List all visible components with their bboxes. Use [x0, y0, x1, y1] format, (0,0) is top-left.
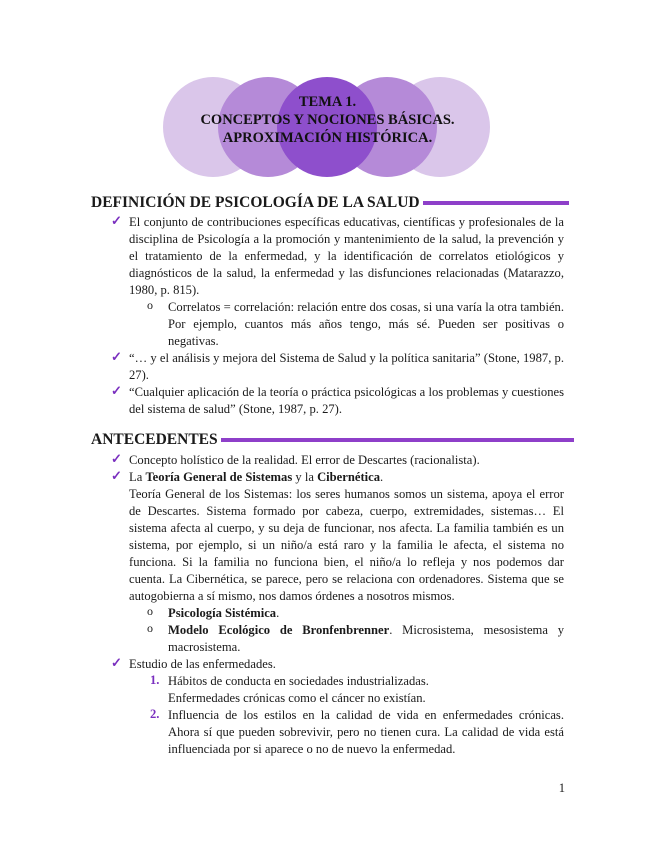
antecedentes-item-3: Estudio de las enfermedades. — [129, 657, 276, 671]
numbered-item-line: Hábitos de conducta en sociedades industrializadas. — [168, 674, 429, 688]
antecedentes-paragraph: Teoría General de los Sistemas: los seres humanos somos un sistema, apoya el error de Descartes. Sistema formado por cabeza, cuerpo, extremidades, sistemas… El sistema afecta al cuerpo, y su deja de funcionar, nos afecta. La familia también es un sistema, por ejemplo, si un niño/a está raro y la familia le afecta, el sistema no funciona. Si la familia no funciona bien, el niño/a lo refleja y nos podemos dar cuenta. La Cibernética, se parece, pero se relaciona con ordenadores. Sistema que se autogobierna a sí mismo, nos damos órdenes a nosotros mismos. — [129, 487, 564, 603]
numbered-item-1 — [168, 673, 564, 707]
header-decoration — [0, 0, 655, 180]
section-heading-antecedentes — [91, 431, 574, 449]
definition-item-3: “Cualquier aplicación de la teoría o práctica psicológicas a los problemas y cuestiones del sistema de salud” (Stone, 1987, p. 27). — [129, 385, 564, 416]
title-line-3: APROXIMACIÓN HISTÓRICA. — [222, 130, 433, 146]
number-label: 1. — [150, 673, 160, 687]
item-bold-text: Teoría General de Sistemas — [145, 470, 293, 484]
circle-bullet-icon: o — [147, 604, 153, 618]
check-icon: ✓ — [111, 213, 122, 228]
item-text: La — [129, 470, 146, 484]
item-text: . — [276, 606, 280, 620]
circle-bullet-icon: o — [147, 621, 153, 635]
definition-item-2: “… y el análisis y mejora del Sistema de Salud y la política sanitaria” (Stone, 1987, p. 27). — [129, 351, 564, 382]
title-line-1: TEMA 1. — [298, 94, 357, 110]
check-icon: ✓ — [111, 451, 122, 466]
antecedentes-item-2 — [129, 469, 564, 486]
definition-subitem-1: Correlatos = correlación: relación entre dos cosas, si una varía la otra también. Por ejemplo, cuantos más años tengo, más sé. Pueden ser positivas o negativas. — [168, 300, 564, 348]
item-text: . Microsistema, mesosistema y macrosistema. — [168, 623, 565, 654]
section-title: ANTECEDENTES — [91, 431, 218, 448]
numbered-item-2: Influencia de los estilos en la calidad de vida en enfermedades crónicas. Ahora sí que pueden sobrevivir, pero no tienen cura. La calidad de vida está influenciada por si aparece o no de nuevo la enfermedad. — [168, 708, 564, 756]
check-icon: ✓ — [111, 468, 122, 483]
check-icon: ✓ — [111, 383, 122, 398]
heading-underline-bar — [221, 438, 574, 442]
antecedentes-item-1: Concepto holístico de la realidad. El error de Descartes (racionalista). — [129, 453, 480, 467]
item-bold-text: Modelo Ecológico de Bronfenbrenner — [168, 623, 390, 637]
document-title — [150, 93, 505, 147]
antecedentes-subitem-2 — [168, 622, 564, 656]
title-line-2: CONCEPTOS Y NOCIONES BÁSICAS. — [200, 112, 455, 128]
item-text: y la — [292, 470, 318, 484]
section-heading-definicion — [91, 194, 569, 212]
item-text: . — [380, 470, 384, 484]
item-bold-text: Cibernética — [317, 470, 381, 484]
section-title: DEFINICIÓN DE PSICOLOGÍA DE LA SALUD — [91, 194, 420, 211]
antecedentes-subitem-1 — [168, 605, 564, 622]
heading-underline-bar — [423, 201, 569, 205]
check-icon: ✓ — [111, 349, 122, 364]
circle-bullet-icon: o — [147, 298, 153, 312]
page-number: 1 — [558, 781, 565, 795]
number-label: 2. — [150, 707, 160, 721]
check-icon: ✓ — [111, 655, 122, 670]
numbered-item-line: Enfermedades crónicas como el cáncer no existían. — [168, 691, 426, 705]
item-bold-text: Psicología Sistémica — [168, 606, 277, 620]
definition-item-1: El conjunto de contribuciones específicas educativas, científicas y profesionales de la disciplina de Psicología a la promoción y mantenimiento de la salud, la prevención y el tratamiento de la enfermedad, y la identificación de correlatos etiológicos y diagnósticos de la salud, la enfermedad y las disfunciones relacionadas (Matarazzo, 1980, p. 815). — [129, 215, 564, 297]
